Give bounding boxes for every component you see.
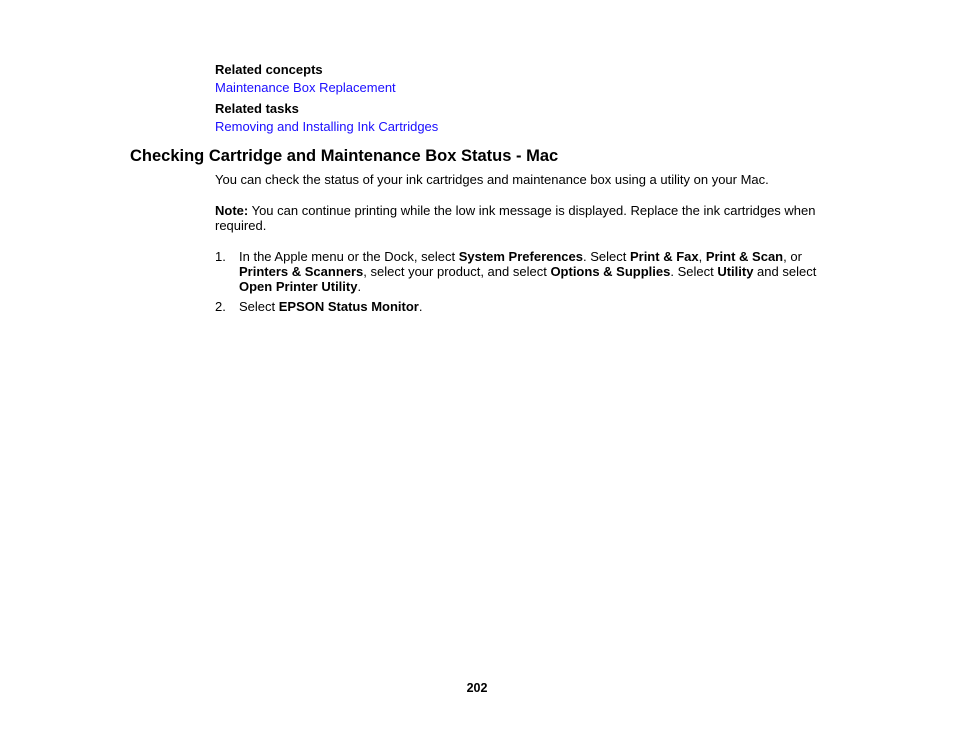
note-paragraph [215,203,830,233]
step-text: Select [239,299,279,314]
printers-scanners-term: Printers & Scanners [239,264,364,279]
step-text: and select [753,264,817,279]
step-1-number: 1. [215,249,226,264]
step-2-number: 2. [215,299,226,314]
step-text: , select your product, and select [363,264,551,279]
section-heading: Checking Cartridge and Maintenance Box Status - Mac [130,147,559,165]
step-text: , [698,249,706,264]
utility-term: Utility [717,264,754,279]
related-concepts-label: Related concepts [215,62,323,77]
system-preferences-term: System Preferences [458,249,583,264]
step-1 [215,249,835,294]
print-scan-term: Print & Scan [705,249,784,264]
maintenance-box-replacement-link[interactable]: Maintenance Box Replacement [215,80,396,95]
step-text: In the Apple menu or the Dock, select [239,249,459,264]
step-2-text [239,299,829,314]
options-supplies-term: Options & Supplies [550,264,671,279]
removing-installing-ink-cartridges-link[interactable]: Removing and Installing Ink Cartridges [215,119,439,134]
step-text: , or [783,249,802,264]
step-1-text [239,249,829,294]
page-number: 202 [466,681,488,695]
intro-paragraph: You can check the status of your ink cartridges and maintenance box using a utility on your Mac. [215,172,769,187]
note-text: You can continue printing while the low ink message is displayed. Replace the ink cartridges when required. [215,203,816,233]
step-text: . Select [583,249,630,264]
step-2 [215,299,835,314]
related-tasks-label: Related tasks [215,101,299,116]
step-text: . [357,279,362,294]
open-printer-utility-term: Open Printer Utility [239,279,358,294]
epson-status-monitor-term: EPSON Status Monitor [278,299,419,314]
note-label: Note: [215,203,249,218]
step-text: . Select [670,264,718,279]
step-text: . [418,299,423,314]
print-fax-term: Print & Fax [629,249,699,264]
